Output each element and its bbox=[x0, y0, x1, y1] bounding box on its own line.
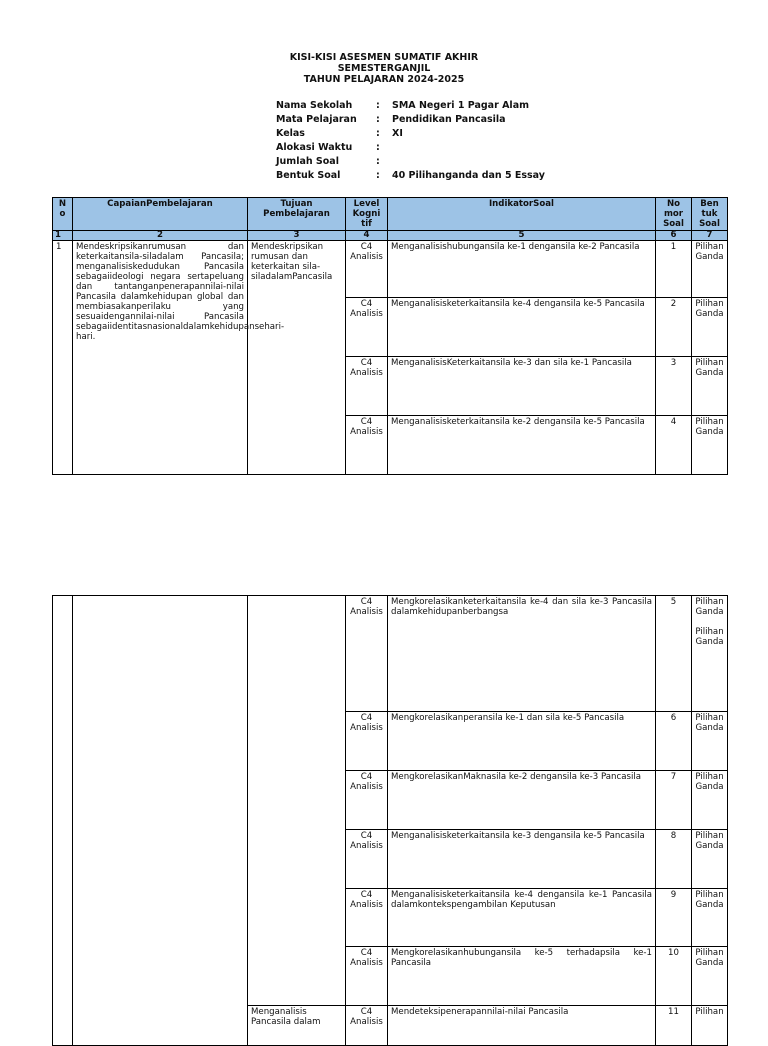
cell-level: C4 Analisis bbox=[346, 712, 388, 771]
header-no: N o bbox=[53, 198, 73, 231]
cell-level: C4 Analisis bbox=[346, 596, 388, 712]
info-row bbox=[276, 156, 545, 168]
cell-level: C4 Analisis bbox=[346, 947, 388, 1006]
cell-nomor: 5 bbox=[656, 596, 692, 712]
cell-indikator: Mengkorelasikanperansila ke-1 dan sila ke-5 Pancasila bbox=[388, 712, 656, 771]
col-number: 7 bbox=[692, 231, 728, 241]
info-label: Alokasi Waktu bbox=[276, 142, 353, 153]
cell-nomor: 4 bbox=[656, 416, 692, 475]
header-bentuk: Ben tuk Soal bbox=[692, 198, 728, 231]
info-separator: : bbox=[376, 156, 380, 167]
cell-capaian: Mendeskripsikanrumusan dan keterkaitansila-siladalam Pancasila; menganalisiskedudukan Pancasila sebagaiideologi negara sertapeluang dan tantanganpenerapannilai-nilai Pancasila dalamkehidupan global dan membiasakanperilaku yang sesuaidengannilai-nilai Pancasila sebagaiidentitasnasionaldalamkehidupansehari-hari. bbox=[73, 241, 248, 475]
cell-bentuk: Pilihan Ganda bbox=[692, 416, 728, 475]
col-number: 6 bbox=[656, 231, 692, 241]
info-separator: : bbox=[376, 114, 380, 125]
col-number: 1 bbox=[53, 231, 73, 241]
cell-indikator: Menganalisisketerkaitansila ke-4 dengansila ke-1 Pancasila dalamkontekspengambilan Keputusan bbox=[388, 889, 656, 947]
info-label: Jumlah Soal bbox=[276, 156, 339, 167]
cell-bentuk: Pilihan Ganda bbox=[692, 298, 728, 357]
title-line-2: SEMESTERGANJIL bbox=[337, 63, 431, 74]
info-label: Nama Sekolah bbox=[276, 100, 353, 111]
cell-bentuk: Pilihan Ganda bbox=[692, 830, 728, 889]
cell-tujuan: Mendeskripsikan rumusan dan keterkaitan sila-siladalamPancasila bbox=[248, 241, 346, 475]
cell-indikator: MengkorelasikanMaknasila ke-2 dengansila ke-3 Pancasila bbox=[388, 771, 656, 830]
info-row bbox=[276, 142, 545, 154]
title-line-3: TAHUN PELAJARAN 2024-2025 bbox=[303, 74, 465, 85]
cell-bentuk: Pilihan Ganda bbox=[692, 357, 728, 416]
cell-bentuk: Pilihan Ganda bbox=[692, 771, 728, 830]
info-value: SMA Negeri 1 Pagar Alam bbox=[392, 100, 529, 111]
cell-tujuan: Menganalisis Pancasila dalam bbox=[248, 1006, 346, 1046]
col-number: 4 bbox=[346, 231, 388, 241]
document-info bbox=[274, 98, 547, 184]
cell-bentuk bbox=[692, 596, 728, 712]
cell-indikator: Mengkorelasikanketerkaitansila ke-4 dan sila ke-3 Pancasila dalamkehidupanberbangsa bbox=[388, 596, 656, 712]
info-value bbox=[392, 156, 545, 168]
cell-nomor: 11 bbox=[656, 1006, 692, 1046]
header-tujuan: Tujuan Pembelajaran bbox=[248, 198, 346, 231]
cell-level: C4 Analisis bbox=[346, 771, 388, 830]
info-separator: : bbox=[376, 170, 380, 181]
cell-indikator: Menganalisisketerkaitansila ke-2 dengansila ke-5 Pancasila bbox=[388, 416, 656, 475]
cell-level: C4 Analisis bbox=[346, 889, 388, 947]
info-separator: : bbox=[376, 128, 380, 139]
cell-bentuk: Pilihan bbox=[692, 1006, 728, 1046]
cell-level: C4 Analisis bbox=[346, 416, 388, 475]
header-indikator: IndikatorSoal bbox=[388, 198, 656, 231]
col-number: 5 bbox=[388, 231, 656, 241]
info-label: Bentuk Soal bbox=[276, 170, 341, 181]
cell-indikator: MenganalisisKeterkaitansila ke-3 dan sila ke-1 Pancasila bbox=[388, 357, 656, 416]
info-value bbox=[392, 142, 545, 154]
info-row bbox=[276, 128, 545, 140]
title-line-1: KISI-KISI ASESMEN SUMATIF AKHIR bbox=[289, 52, 479, 63]
table-row bbox=[53, 241, 728, 298]
cell-nomor: 8 bbox=[656, 830, 692, 889]
header-level: Level Kogni tif bbox=[346, 198, 388, 231]
col-number: 2 bbox=[73, 231, 248, 241]
info-separator: : bbox=[376, 142, 380, 153]
info-row bbox=[276, 170, 545, 182]
cell-bentuk: Pilihan Ganda bbox=[692, 947, 728, 1006]
header-nomor: No mor Soal bbox=[656, 198, 692, 231]
cell-no-empty bbox=[53, 596, 73, 1046]
header-capaian: CapaianPembelajaran bbox=[73, 198, 248, 231]
info-value: XI bbox=[392, 128, 403, 139]
kisi-kisi-table-page-2 bbox=[52, 595, 728, 1046]
cell-nomor: 10 bbox=[656, 947, 692, 1006]
bentuk-text: Pilihan Ganda bbox=[695, 627, 724, 647]
info-row bbox=[276, 114, 545, 126]
cell-indikator: Menganalisisketerkaitansila ke-4 dengansila ke-5 Pancasila bbox=[388, 298, 656, 357]
cell-indikator: Mengkorelasikanhubungansila ke-5 terhadapsila ke-1 Pancasila bbox=[388, 947, 656, 1006]
cell-bentuk: Pilihan Ganda bbox=[692, 712, 728, 771]
info-separator: : bbox=[376, 100, 380, 111]
cell-nomor: 3 bbox=[656, 357, 692, 416]
cell-level: C4 Analisis bbox=[346, 241, 388, 298]
cell-tujuan-empty bbox=[248, 596, 346, 1006]
cell-nomor: 9 bbox=[656, 889, 692, 947]
info-row bbox=[276, 100, 545, 112]
kisi-kisi-table-page-1 bbox=[52, 197, 728, 475]
cell-bentuk: Pilihan Ganda bbox=[692, 241, 728, 298]
document-title bbox=[0, 52, 768, 85]
info-value: Pendidikan Pancasila bbox=[392, 114, 506, 125]
column-number-row bbox=[53, 231, 728, 241]
cell-nomor: 7 bbox=[656, 771, 692, 830]
cell-level: C4 Analisis bbox=[346, 298, 388, 357]
cell-level: C4 Analisis bbox=[346, 830, 388, 889]
cell-nomor: 6 bbox=[656, 712, 692, 771]
cell-level: C4 Analisis bbox=[346, 1006, 388, 1046]
cell-nomor: 2 bbox=[656, 298, 692, 357]
bentuk-text: Pilihan Ganda bbox=[695, 597, 724, 617]
col-number: 3 bbox=[248, 231, 346, 241]
cell-bentuk: Pilihan Ganda bbox=[692, 889, 728, 947]
cell-level: C4 Analisis bbox=[346, 357, 388, 416]
info-value: 40 Pilihanganda dan 5 Essay bbox=[392, 170, 545, 181]
cell-no: 1 bbox=[53, 241, 73, 475]
header-row bbox=[53, 198, 728, 231]
cell-capaian-empty bbox=[73, 596, 248, 1046]
table-row bbox=[53, 596, 728, 712]
cell-indikator: Mendeteksipenerapannilai-nilai Pancasila bbox=[388, 1006, 656, 1046]
cell-indikator: Menganalisishubungansila ke-1 dengansila ke-2 Pancasila bbox=[388, 241, 656, 298]
info-label: Kelas bbox=[276, 128, 305, 139]
info-label: Mata Pelajaran bbox=[276, 114, 357, 125]
cell-nomor: 1 bbox=[656, 241, 692, 298]
cell-indikator: Menganalisisketerkaitansila ke-3 dengansila ke-5 Pancasila bbox=[388, 830, 656, 889]
